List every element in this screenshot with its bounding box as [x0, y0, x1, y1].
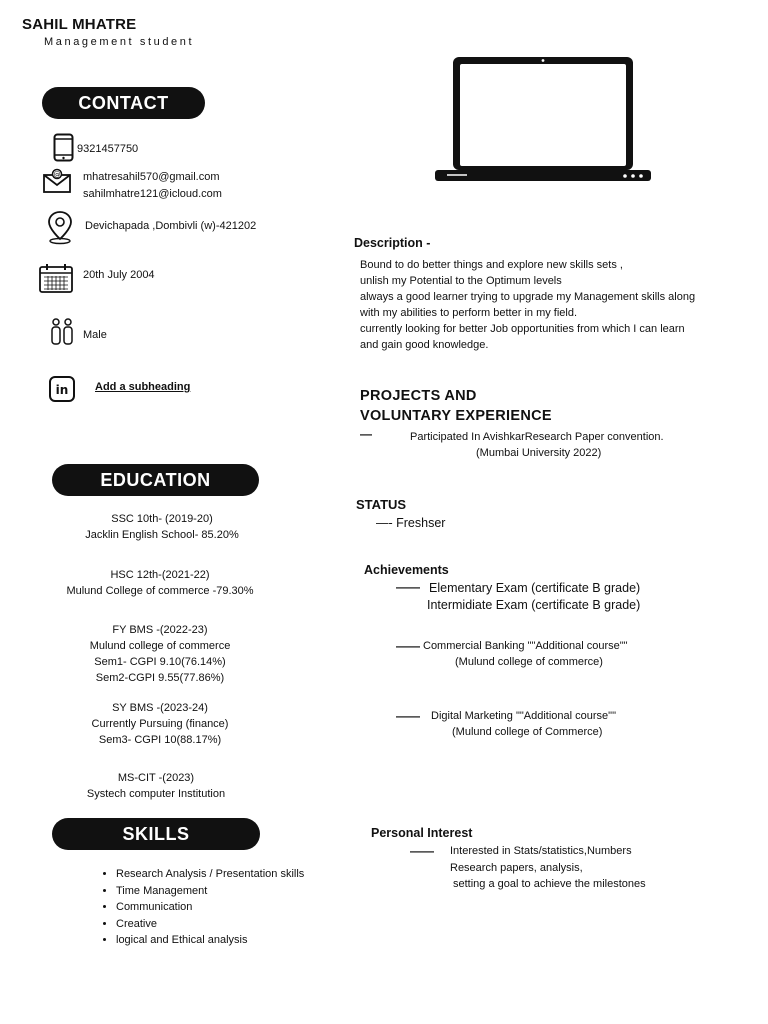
- email-primary: mhatresahil570@gmail.com: [83, 171, 220, 183]
- education-heading: EDUCATION: [52, 464, 259, 496]
- interest-dash: ——: [410, 844, 434, 858]
- achievement-exams: Elementary Exam (certificate B grade) Intermidiate Exam (certificate B grade): [427, 581, 641, 612]
- project-item-detail: (Mumbai University 2022): [476, 447, 602, 459]
- status-heading: STATUS: [356, 497, 407, 512]
- education-entry-sybms: SY BMS -(2023-24) Currently Pursuing (finance) Sem3- CGPI 10(88.17%): [91, 702, 229, 746]
- list-item: • logical and Ethical analysis: [116, 932, 338, 949]
- list-item: • Research Analysis / Presentation skills: [116, 866, 338, 883]
- achievement-dash: ——: [396, 580, 420, 594]
- projects-heading: PROJECTS AND VOLUNTARY EXPERIENCE: [360, 388, 552, 424]
- interest-line: Interested in Stats/statistics,Numbers: [450, 845, 632, 857]
- phone-icon: [53, 133, 74, 162]
- education-entry-hsc: HSC 12th-(2021-22) Mulund College of commerce -79.30%: [66, 569, 254, 597]
- gender: Male: [83, 329, 107, 341]
- contact-heading: CONTACT: [42, 87, 205, 119]
- svg-text:in: in: [55, 383, 69, 397]
- interest-line: Research papers, analysis,: [450, 862, 583, 874]
- education-entry-mscit: MS-CIT -(2023) Systech computer Institution: [86, 772, 226, 800]
- mail-icon: [42, 168, 72, 194]
- address: Devichapada ,Dombivli (w)-421202: [85, 220, 257, 232]
- email-secondary: sahilmhatre121@icloud.com: [83, 188, 222, 200]
- achievement-dash: ——: [396, 639, 420, 653]
- skills-heading: SKILLS: [52, 818, 260, 850]
- list-item: • Communication: [116, 899, 338, 916]
- gender-icon: [50, 318, 74, 346]
- location-pin-icon: [46, 209, 74, 245]
- project-item: Participated In AvishkarResearch Paper convention.: [410, 431, 664, 443]
- list-item: • Creative: [116, 916, 338, 933]
- interest-line: setting a goal to achieve the milestones: [453, 878, 646, 890]
- status-value: —- Freshser: [376, 516, 446, 530]
- achievement-marketing-detail: (Mulund college of Commerce): [452, 726, 603, 738]
- linkedin-icon[interactable]: [48, 375, 76, 403]
- calendar-icon: [38, 262, 74, 294]
- skills-list: [98, 866, 338, 949]
- achievement-dash: ——: [396, 709, 420, 723]
- svg-text:@: @: [53, 170, 61, 179]
- date-of-birth: 20th July 2004: [83, 269, 155, 281]
- list-item: • Time Management: [116, 883, 338, 900]
- description-body: Bound to do better things and explore new skills sets , unlish my Potential to the Optimum levels always a good learner trying to upgrade my Management skills along with my abilities to perform better in my field. currently looking for better Job opportunities from which I can learn and gain good knowledge.: [360, 259, 696, 351]
- achievements-heading: Achievements: [364, 563, 449, 577]
- resume-name: SAHIL MHATRE: [22, 16, 137, 33]
- resume-role: Management student: [44, 36, 195, 48]
- education-entry-fybms: FY BMS -(2022-23) Mulund college of commerce Sem1- CGPI 9.10(76.14%) Sem2-CGPI 9.55(77.86%): [89, 624, 231, 684]
- laptop-icon: [433, 55, 653, 183]
- projects-dash: —: [360, 427, 372, 441]
- education-entry-ssc: SSC 10th- (2019-20) Jacklin English School- 85.20%: [85, 513, 239, 541]
- interest-heading: Personal Interest: [371, 826, 473, 840]
- achievement-banking-detail: (Mulund college of commerce): [455, 656, 603, 668]
- add-subheading-link[interactable]: Add a subheading: [95, 381, 191, 393]
- achievement-banking: Commercial Banking ""Additional course"": [423, 640, 628, 652]
- phone-number: 9321457750: [77, 143, 139, 155]
- description-heading: Description -: [354, 236, 431, 250]
- achievement-marketing: Digital Marketing ""Additional course"": [431, 710, 616, 722]
